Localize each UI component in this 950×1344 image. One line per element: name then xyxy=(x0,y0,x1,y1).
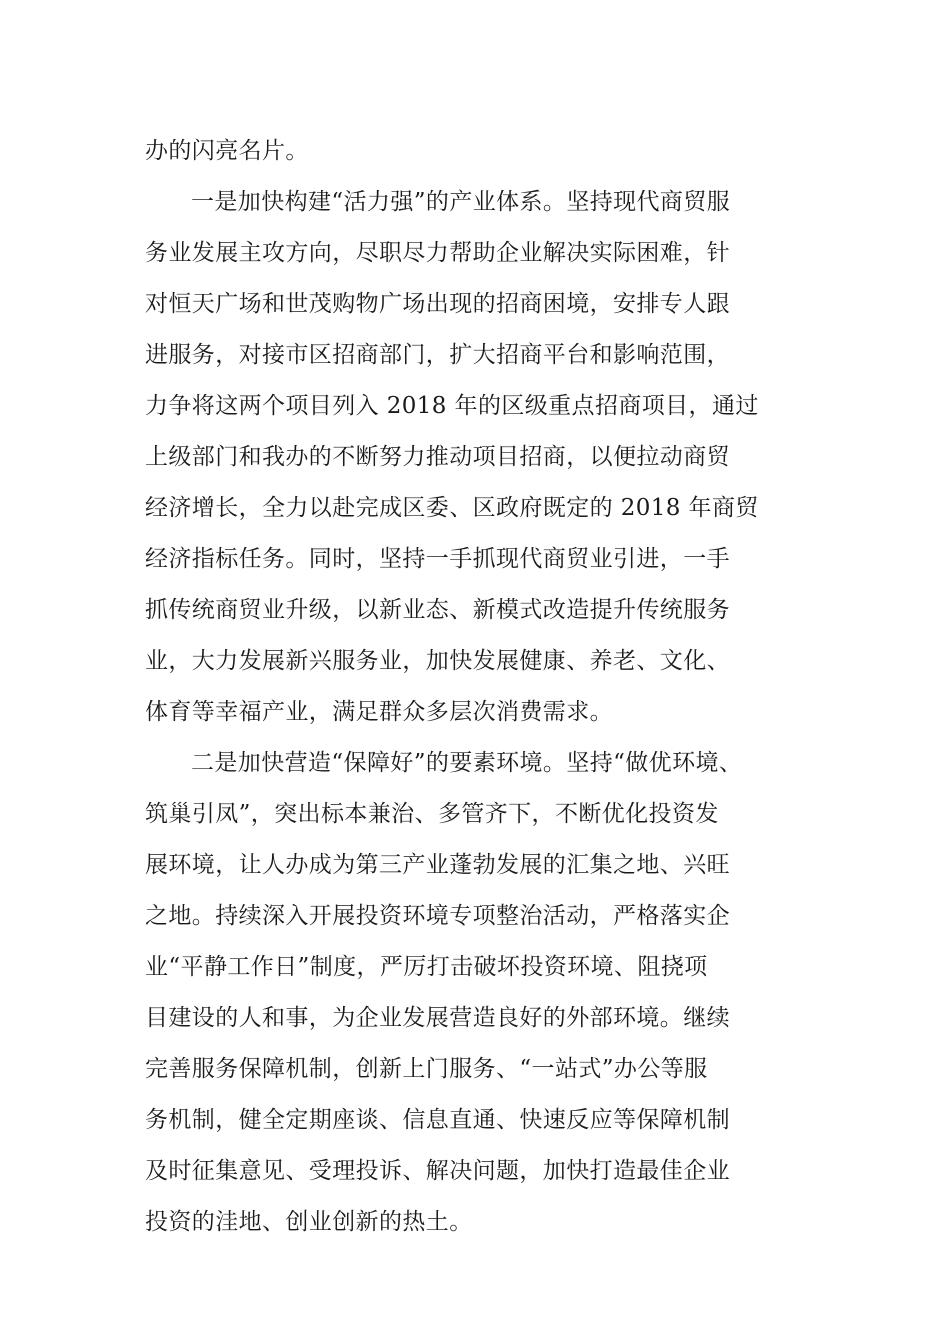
text-line: 之地。持续深入开展投资环境专项整治活动，严格落实企 xyxy=(145,903,730,929)
text-line: 务机制，健全定期座谈、信息直通、快速反应等保障机制 xyxy=(145,1107,730,1133)
text-line: 目建设的人和事，为企业发展营造良好的外部环境。继续 xyxy=(145,1005,730,1031)
text-line: 力争将这两个项目列入 2018 年的区级重点招商项目，通过 xyxy=(145,393,759,419)
text-line: 进服务，对接市区招商部门，扩大招商平台和影响范围， xyxy=(145,342,730,368)
text-line: 对恒天广场和世茂购物广场出现的招商困境，安排专人跟 xyxy=(145,291,730,317)
text-line: 抓传统商贸业升级，以新业态、新模式改造提升传统服务 xyxy=(145,597,730,623)
body-text xyxy=(145,126,835,1248)
text-line: 展环境，让人办成为第三产业蓬勃发展的汇集之地、兴旺 xyxy=(145,852,730,878)
text-line: 筑巢引凤”，突出标本兼治、多管齐下，不断优化投资发 xyxy=(145,801,719,827)
text-line: 及时征集意见、受理投诉、解决问题，加快打造最佳企业 xyxy=(145,1158,730,1184)
text-line: 经济指标任务。同时，坚持一手抓现代商贸业引进，一手 xyxy=(145,546,730,572)
text-line: 上级部门和我办的不断努力推动项目招商，以便拉动商贸 xyxy=(145,444,730,470)
text-line: 完善服务保障机制，创新上门服务、“一站式”办公等服 xyxy=(145,1056,708,1082)
text-line: 投资的洼地、创业创新的热土。 xyxy=(145,1209,473,1235)
text-line: 业“平静工作日”制度，严厉打击破坏投资环境、阻挠项 xyxy=(145,954,708,980)
paragraph-start-line: 二是加快营造“保障好”的要素环境。坚持“做优环境、 xyxy=(191,750,743,776)
text-line: 业，大力发展新兴服务业，加快发展健康、养老、文化、 xyxy=(145,648,730,674)
paragraph-start-line: 一是加快构建“活力强”的产业体系。坚持现代商贸服 xyxy=(191,189,731,215)
text-line: 体育等幸福产业，满足群众多层次消费需求。 xyxy=(145,699,613,725)
text-line: 经济增长，全力以赴完成区委、区政府既定的 2018 年商贸 xyxy=(145,495,759,521)
text-line: 务业发展主攻方向，尽职尽力帮助企业解决实际困难，针 xyxy=(145,240,730,266)
text-line: 办的闪亮名片。 xyxy=(145,138,309,164)
